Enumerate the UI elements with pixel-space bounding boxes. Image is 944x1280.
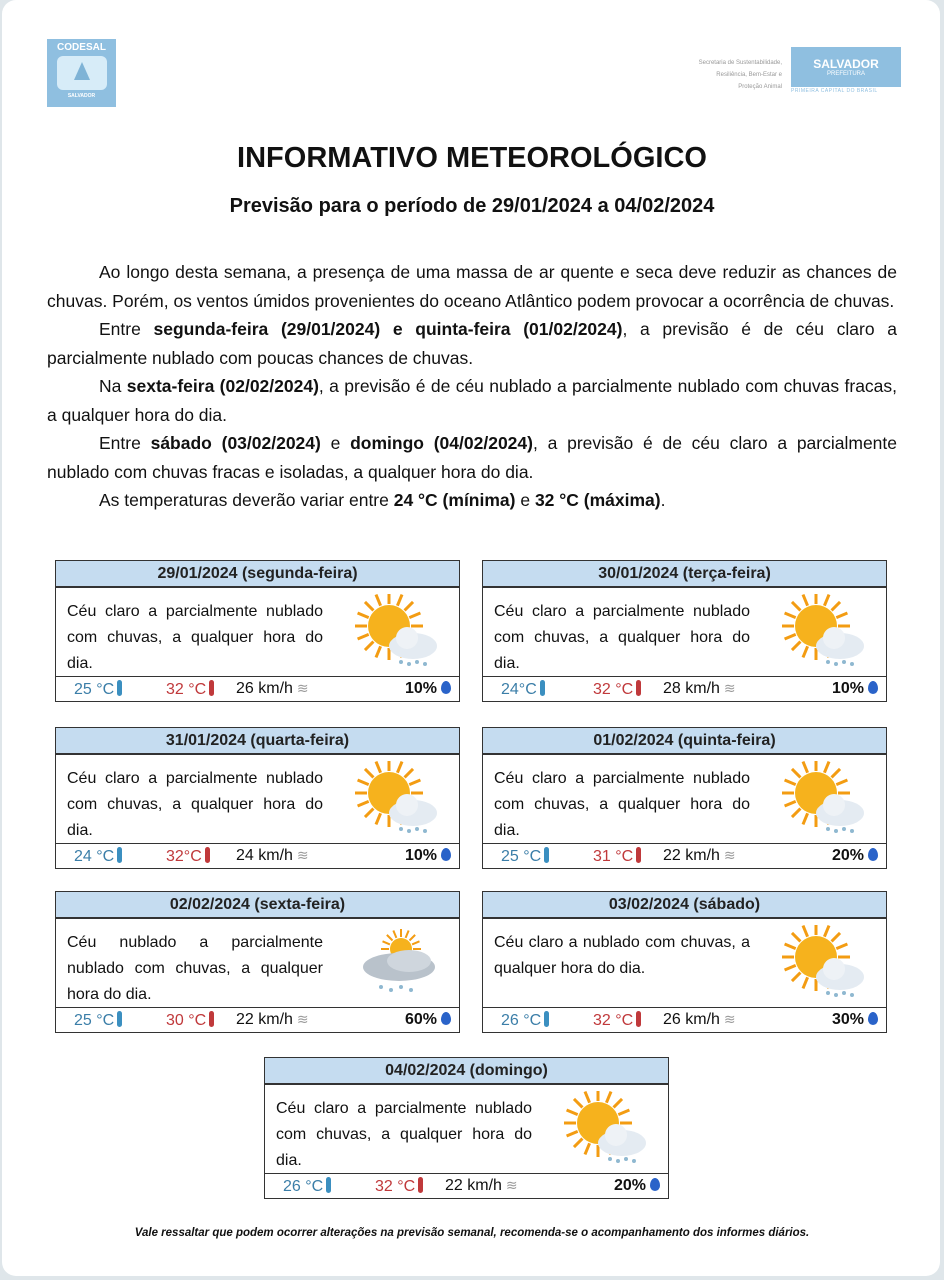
- min-temp: [74, 1011, 154, 1030]
- wind: [236, 680, 366, 698]
- page-subtitle: Previsão para o período de 29/01/2024 a 04/02/2024: [229, 195, 715, 217]
- salvador-logo: [791, 47, 901, 87]
- wind-value: 26 km/h: [236, 680, 293, 697]
- max-temp-value: 30 °C: [166, 1011, 207, 1029]
- forecast-date: 29/01/2024 (segunda-feira): [56, 561, 459, 588]
- salvador-logo-text: SALVADOR: [813, 57, 879, 71]
- forecast-stats: [483, 844, 886, 868]
- max-temp: [375, 1177, 445, 1196]
- paragraph-text: , a previsão é de céu nublado a parcialmente nublado com chuvas fracas, a qualquer hora do dia.: [47, 376, 898, 425]
- wind-icon: ≋: [296, 847, 309, 863]
- wind-value: 22 km/h: [663, 847, 720, 864]
- min-temp-value: 24°C: [501, 680, 537, 698]
- wind: [663, 847, 793, 865]
- min-temp: [501, 1011, 581, 1030]
- paragraph-text: e: [515, 490, 535, 510]
- wind-icon: ≋: [723, 680, 736, 696]
- forecast-description: Céu claro a parcialmente nublado com chuvas, a qualquer hora do dia.: [276, 1100, 532, 1169]
- forecast-body: [56, 919, 459, 1008]
- sun-cloud-rain-icon: [351, 594, 441, 672]
- forecast-card: [482, 891, 887, 1033]
- wind-icon: ≋: [296, 1011, 309, 1027]
- wind-icon: ≋: [723, 1011, 736, 1027]
- rain-chance: [832, 680, 878, 698]
- intro-paragraph: [47, 486, 897, 515]
- paragraph-text: , a previsão é de céu claro a parcialmente nublado com chuvas fracas e isoladas, a qualquer hora do dia.: [47, 433, 898, 482]
- wind-value: 26 km/h: [663, 1011, 720, 1028]
- min-temp: [501, 680, 581, 699]
- secretariat-text: [622, 57, 782, 93]
- rain-chance: [614, 1177, 660, 1195]
- intro-paragraph: [47, 429, 897, 486]
- min-temp: [74, 847, 154, 866]
- forecast-card: [55, 560, 460, 702]
- thermometer-hot-icon: [209, 680, 214, 696]
- forecast-body: [56, 588, 459, 677]
- max-temp: [593, 1011, 663, 1030]
- salvador-logo-sub: PREFEITURA: [826, 71, 865, 77]
- page-title: INFORMATIVO METEOROLÓGICO: [237, 142, 707, 174]
- min-temp-value: 25 °C: [74, 680, 115, 698]
- rain-chance-value: 60%: [404, 1011, 437, 1028]
- paragraph-text: e: [320, 433, 351, 453]
- thermometer-hot-icon: [205, 847, 210, 863]
- forecast-stats: [483, 1008, 886, 1032]
- highlight-text: 32 °C (máxima): [534, 490, 661, 510]
- raindrop-icon: [868, 1012, 878, 1025]
- forecast-body: [483, 919, 886, 1008]
- forecast-stats: [56, 1008, 459, 1032]
- forecast-body: [483, 755, 886, 844]
- forecast-description: Céu claro a nublado com chuvas, a qualquer hora do dia.: [494, 934, 750, 977]
- forecast-stats: [265, 1174, 668, 1198]
- paragraph-text: As temperaturas deverão variar entre: [99, 490, 394, 510]
- rain-chance-value: 10%: [831, 680, 864, 697]
- salvador-tagline: PRIMEIRA CAPITAL DO BRASIL: [791, 88, 878, 94]
- codesal-logo-sub: SALVADOR: [67, 93, 96, 99]
- paragraph-text: , a previsão é de céu claro a parcialmente nublado com poucas chances de chuvas.: [47, 319, 897, 368]
- secretariat-line: Resiliência, Bem-Estar e: [716, 72, 782, 78]
- thermometer-hot-icon: [209, 1011, 214, 1027]
- forecast-body: [483, 588, 886, 677]
- forecast-date: 02/02/2024 (sexta-feira): [56, 892, 459, 919]
- wind-value: 22 km/h: [236, 1011, 293, 1028]
- rain-chance-value: 10%: [404, 847, 437, 864]
- min-temp-value: 26 °C: [501, 1011, 542, 1029]
- highlight-text: segunda-feira (29/01/2024) e quinta-feira (01/02/2024): [153, 319, 623, 339]
- thermometer-hot-icon: [636, 1011, 641, 1027]
- codesal-emblem-icon: [57, 56, 107, 90]
- max-temp-value: 32 °C: [166, 680, 207, 698]
- max-temp-value: 32 °C: [593, 680, 634, 698]
- forecast-date: 01/02/2024 (quinta-feira): [483, 728, 886, 755]
- min-temp-value: 24 °C: [74, 847, 115, 865]
- max-temp-value: 32°C: [166, 847, 202, 865]
- rain-chance-value: 30%: [831, 1011, 864, 1028]
- intro-paragraph: [47, 315, 897, 372]
- thermometer-cold-icon: [540, 680, 545, 696]
- forecast-card: [482, 560, 887, 702]
- thermometer-hot-icon: [636, 680, 641, 696]
- wind-value: 24 km/h: [236, 847, 293, 864]
- rain-chance: [405, 680, 451, 698]
- cloud-rain-icon: [351, 925, 441, 1003]
- max-temp: [166, 847, 236, 866]
- wind: [445, 1177, 575, 1195]
- paragraph-text: Ao longo desta semana, a presença de uma massa de ar quente e seca deve reduzir as chances de chuvas. Porém, os ventos úmidos provenientes do oceano Atlântico podem provocar a ocorrência de chuvas.: [47, 262, 897, 311]
- rain-chance: [405, 1011, 451, 1029]
- thermometer-cold-icon: [117, 1011, 122, 1027]
- min-temp: [283, 1177, 363, 1196]
- raindrop-icon: [868, 848, 878, 861]
- wind-value: 28 km/h: [663, 680, 720, 697]
- wind: [236, 847, 366, 865]
- forecast-card: [264, 1057, 669, 1199]
- forecast-date: 04/02/2024 (domingo): [265, 1058, 668, 1085]
- rain-chance: [405, 847, 451, 865]
- rain-chance-value: 20%: [613, 1177, 646, 1194]
- min-temp: [74, 680, 154, 699]
- wind-value: 22 km/h: [445, 1177, 502, 1194]
- paragraph-text: .: [660, 490, 666, 510]
- max-temp-value: 32 °C: [375, 1177, 416, 1195]
- max-temp: [166, 680, 236, 699]
- paragraph-text: Entre: [99, 319, 154, 339]
- forecast-stats: [56, 844, 459, 868]
- wind: [236, 1011, 366, 1029]
- thermometer-cold-icon: [544, 847, 549, 863]
- intro-paragraph: [47, 258, 897, 315]
- forecast-date: 03/02/2024 (sábado): [483, 892, 886, 919]
- thermometer-cold-icon: [544, 1011, 549, 1027]
- forecast-description: Céu claro a parcialmente nublado com chuvas, a qualquer hora do dia.: [494, 770, 750, 839]
- paragraph-text: Entre: [99, 433, 151, 453]
- min-temp-value: 25 °C: [74, 1011, 115, 1029]
- thermometer-cold-icon: [326, 1177, 331, 1193]
- intro-paragraph: [47, 372, 897, 429]
- highlight-text: 24 °C (mínima): [393, 490, 516, 510]
- forecast-date: 31/01/2024 (quarta-feira): [56, 728, 459, 755]
- max-temp: [593, 847, 663, 866]
- wind-icon: ≋: [296, 680, 309, 696]
- forecast-description: Céu claro a parcialmente nublado com chuvas, a qualquer hora do dia.: [67, 770, 323, 839]
- thermometer-hot-icon: [636, 847, 641, 863]
- forecast-stats: [483, 677, 886, 701]
- rain-chance-value: 20%: [831, 847, 864, 864]
- wind-icon: ≋: [723, 847, 736, 863]
- thermometer-cold-icon: [117, 680, 122, 696]
- raindrop-icon: [441, 848, 451, 861]
- raindrop-icon: [650, 1178, 660, 1191]
- max-temp-value: 31 °C: [593, 847, 634, 865]
- forecast-card: [482, 727, 887, 869]
- forecast-card: [55, 727, 460, 869]
- secretariat-line: Proteção Animal: [738, 84, 782, 90]
- forecast-description: Céu claro a parcialmente nublado com chuvas, a qualquer hora do dia.: [494, 603, 750, 672]
- highlight-text: sexta-feira (02/02/2024): [126, 376, 319, 396]
- thermometer-hot-icon: [418, 1177, 423, 1193]
- raindrop-icon: [441, 1012, 451, 1025]
- max-temp-value: 32 °C: [593, 1011, 634, 1029]
- max-temp: [166, 1011, 236, 1030]
- sun-cloud-rain-icon: [778, 594, 868, 672]
- raindrop-icon: [868, 681, 878, 694]
- highlight-text: domingo (04/02/2024): [350, 433, 533, 453]
- forecast-description: Céu claro a parcialmente nublado com chuvas, a qualquer hora do dia.: [67, 603, 323, 672]
- wind: [663, 1011, 793, 1029]
- secretariat-line: Secretaria de Sustentabilidade,: [698, 60, 782, 66]
- paragraph-text: Na: [99, 376, 127, 396]
- min-temp-value: 26 °C: [283, 1177, 324, 1195]
- raindrop-icon: [441, 681, 451, 694]
- intro-text: [47, 258, 897, 515]
- forecast-card: [55, 891, 460, 1033]
- forecast-stats: [56, 677, 459, 701]
- footer-note: Vale ressaltar que podem ocorrer alterações na previsão semanal, recomenda-se o acompanhamento dos informes diários.: [134, 1227, 810, 1239]
- forecast-description: Céu nublado a parcialmente nublado com chuvas, a qualquer hora do dia.: [67, 934, 323, 1003]
- sun-cloud-rain-icon: [778, 925, 868, 1003]
- forecast-date: 30/01/2024 (terça-feira): [483, 561, 886, 588]
- rain-chance-value: 10%: [404, 680, 437, 697]
- min-temp-value: 25 °C: [501, 847, 542, 865]
- sun-cloud-rain-icon: [778, 761, 868, 839]
- min-temp: [501, 847, 581, 866]
- forecast-body: [265, 1085, 668, 1174]
- codesal-logo: [47, 39, 116, 107]
- rain-chance: [832, 1011, 878, 1029]
- wind: [663, 680, 793, 698]
- max-temp: [593, 680, 663, 699]
- sun-cloud-rain-icon: [351, 761, 441, 839]
- thermometer-cold-icon: [117, 847, 122, 863]
- forecast-body: [56, 755, 459, 844]
- codesal-logo-text: CODESAL: [57, 42, 106, 53]
- rain-chance: [832, 847, 878, 865]
- highlight-text: sábado (03/02/2024): [150, 433, 321, 453]
- wind-icon: ≋: [505, 1177, 518, 1193]
- sun-cloud-rain-icon: [560, 1091, 650, 1169]
